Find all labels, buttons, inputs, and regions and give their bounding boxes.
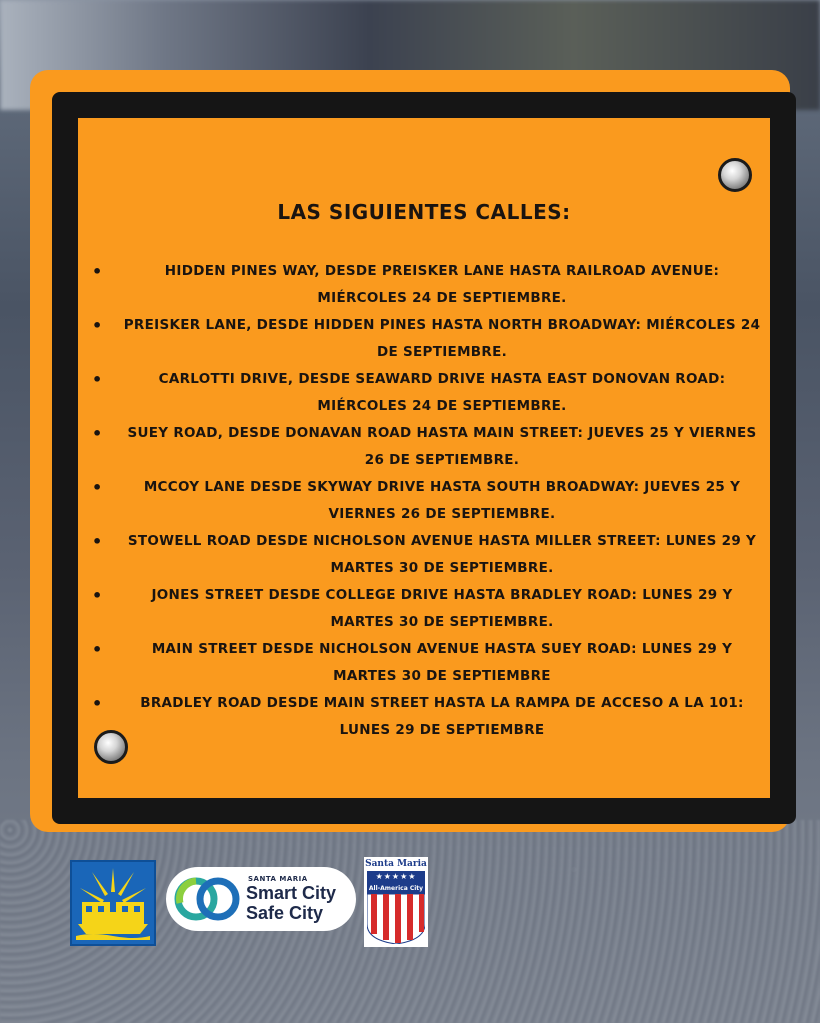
list-item: • HIDDEN PINES WAY, DESDE PREISKER LANE HASTA RAILROAD AVENUE: MIÉRCOLES 24 DE SEPTIEMBRE. <box>92 258 764 312</box>
list-item: • MAIN STREET DESDE NICHOLSON AVENUE HASTA SUEY ROAD: LUNES 29 Y MARTES 30 DE SEPTIEMBRE <box>92 636 764 690</box>
shield-icon <box>367 894 425 944</box>
list-item: • BRADLEY ROAD DESDE MAIN STREET HASTA LA RAMPA DE ACCESO A LA 101: LUNES 29 DE SEPTIEMBRE <box>92 690 764 744</box>
smart-city-small-label: SANTA MARIA <box>248 875 308 883</box>
list-item: • STOWELL ROAD DESDE NICHOLSON AVENUE HASTA MILLER STREET: LUNES 29 Y MARTES 30 DE SEPTIEMBRE. <box>92 528 764 582</box>
list-item: • SUEY ROAD, DESDE DONAVAN ROAD HASTA MAIN STREET: JUEVES 25 Y VIERNES 26 DE SEPTIEMBRE. <box>92 420 764 474</box>
all-america-stars: ★★★★★ <box>367 871 425 883</box>
list-item: • MCCOY LANE DESDE SKYWAY DRIVE HASTA SOUTH BROADWAY: JUEVES 25 Y VIERNES 26 DE SEPTIEMBRE. <box>92 474 764 528</box>
ship-icon <box>72 862 154 944</box>
all-america-name: All-America City <box>368 885 424 892</box>
road-sign-inner-panel <box>52 92 796 824</box>
smart-city-logo <box>166 867 356 931</box>
all-america-city-logo <box>364 857 428 947</box>
bolt-top-right-icon <box>718 158 752 192</box>
sign-title: LAS SIGUIENTES CALLES: <box>277 200 571 224</box>
smart-city-swirl-icon <box>172 873 242 925</box>
all-america-top-label: Santa Maria <box>365 859 427 869</box>
smart-city-line1: Smart City <box>246 883 337 903</box>
list-item: • JONES STREET DESDE COLLEGE DRIVE HASTA BRADLEY ROAD: LUNES 29 Y MARTES 30 DE SEPTIEMBRE. <box>92 582 764 636</box>
list-item: • CARLOTTI DRIVE, DESDE SEAWARD DRIVE HASTA EAST DONOVAN ROAD: MIÉRCOLES 24 DE SEPTIEMBRE. <box>92 366 764 420</box>
street-list <box>92 258 764 744</box>
smart-city-line2: Safe City <box>246 903 324 923</box>
list-item: • PREISKER LANE, DESDE HIDDEN PINES HASTA NORTH BROADWAY: MIÉRCOLES 24 DE SEPTIEMBRE. <box>92 312 764 366</box>
logo-bar <box>0 855 820 955</box>
road-sign <box>30 70 790 832</box>
city-seal-ship-logo <box>70 860 156 946</box>
